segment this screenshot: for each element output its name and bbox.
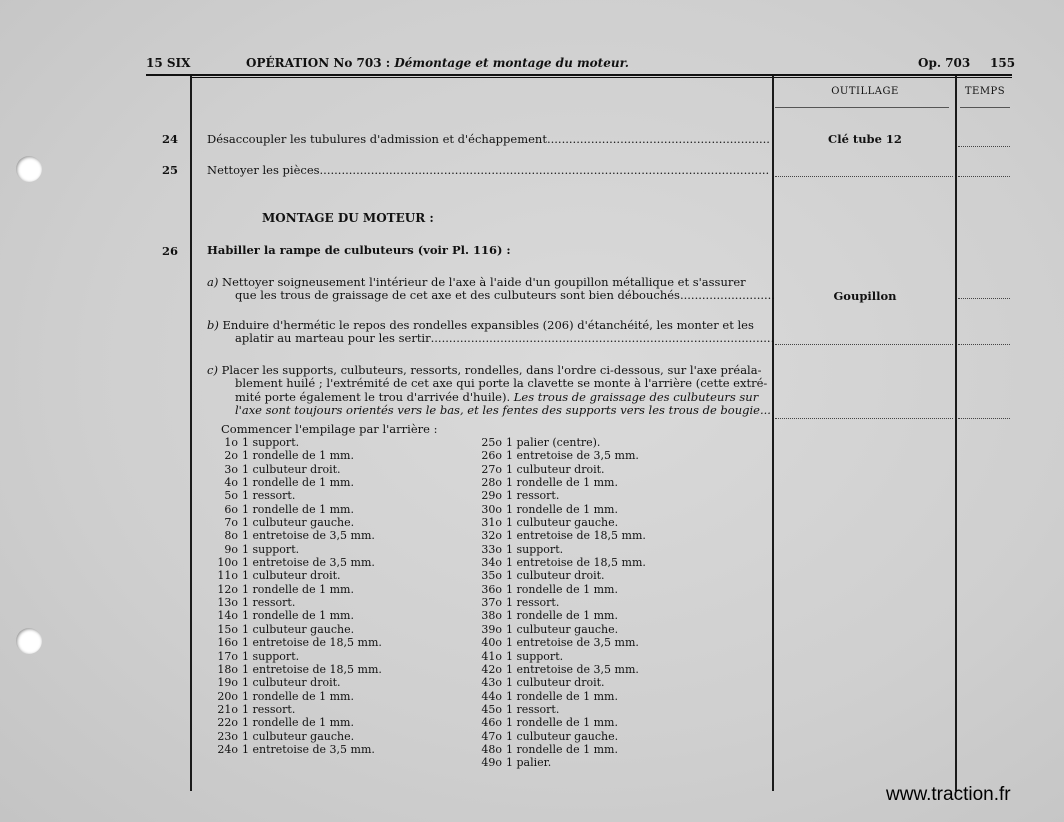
stack-item-number: 16o: [217, 636, 238, 650]
step-number-26: 26: [161, 244, 178, 258]
stack-item: [200, 463, 382, 476]
stack-item-number: 23o: [217, 729, 238, 743]
stack-item-text: 1 culbuteur gauche.: [506, 516, 619, 530]
substep-c-line3a: mité porte également le trou d'arrivée d'huile).: [235, 389, 511, 404]
stack-item-number: 17o: [217, 649, 238, 663]
stack-item-number: 27o: [481, 462, 502, 476]
stack-item-number: 15o: [217, 622, 238, 636]
stack-item-number: 29o: [481, 489, 502, 503]
stack-item-number: 25o: [481, 436, 502, 449]
stack-item: [200, 543, 382, 556]
leader-dots: [547, 133, 769, 146]
tooling-column-line: [772, 76, 774, 791]
step-24-label: Désaccoupler les tubulures d'admission et d'échappement: [207, 132, 547, 146]
step-25-text: [207, 164, 769, 177]
stack-item: [200, 503, 382, 516]
stack-item-number: 37o: [481, 596, 502, 610]
stack-item: [200, 623, 382, 636]
stack-item-number: 11o: [217, 569, 238, 583]
substep-c-letter: c): [207, 363, 218, 377]
stack-item-number: 34o: [481, 556, 502, 570]
stack-item: [200, 743, 382, 756]
stack-item-text: 1 ressort.: [242, 489, 296, 503]
stack-item: [464, 636, 646, 649]
stack-item: [464, 609, 646, 622]
stack-item-number: 31o: [481, 516, 502, 530]
stack-item-text: 1 entretoise de 18,5 mm.: [506, 556, 646, 570]
stack-item-number: 19o: [217, 676, 238, 690]
stack-item: [200, 476, 382, 489]
time-column-line: [955, 76, 957, 791]
stack-item-number: 38o: [481, 609, 502, 623]
stack-item-number: 35o: [481, 569, 502, 583]
stack-item-number: 39o: [481, 622, 502, 636]
time-mark: [958, 418, 1010, 419]
stack-item-text: 1 rondelle de 1 mm.: [506, 609, 618, 623]
column-header-time: TEMPS: [964, 86, 1006, 97]
substep-a-letter: a): [207, 275, 219, 289]
substep-b-letter: b): [207, 318, 219, 332]
stack-item: [200, 716, 382, 729]
stack-item: [200, 703, 382, 716]
substep-a-line1: Nettoyer soigneusement l'intérieur de l'axe à l'aide d'un goupillon métallique et s'assurer: [222, 275, 746, 289]
stack-item-text: 1 entretoise de 3,5 mm.: [242, 556, 375, 570]
stack-item: [464, 730, 646, 743]
stack-item-text: 1 ressort.: [506, 596, 560, 610]
stack-item-number: 14o: [217, 609, 238, 623]
stack-item: [200, 596, 382, 609]
stack-item-number: 18o: [217, 662, 238, 676]
stack-item-text: 1 palier (centre).: [506, 436, 601, 449]
substep-a: [207, 276, 775, 303]
stack-item-number: 22o: [217, 716, 238, 730]
stack-item-number: 13o: [217, 596, 238, 610]
header-title: Démontage et montage du moteur.: [394, 56, 629, 70]
stack-item-text: 1 culbuteur droit.: [242, 462, 341, 476]
binder-hole: [16, 628, 42, 654]
stack-item: [200, 489, 382, 502]
stack-item: [200, 436, 382, 449]
stack-item-number: 3o: [224, 462, 238, 476]
stack-item: [464, 583, 646, 596]
stack-item: [200, 556, 382, 569]
tooling-header-rule: [775, 107, 949, 108]
stack-item-text: 1 support.: [242, 542, 300, 556]
stack-item-text: 1 rondelle de 1 mm.: [506, 582, 618, 596]
stack-item-text: 1 support.: [242, 436, 300, 449]
stack-item-number: 46o: [481, 716, 502, 730]
stack-item-text: 1 culbuteur gauche.: [506, 622, 619, 636]
stack-item: [200, 690, 382, 703]
stack-item: [464, 596, 646, 609]
stack-item-text: 1 support.: [506, 542, 564, 556]
header-rule: [146, 74, 1012, 76]
stack-item-text: 1 rondelle de 1 mm.: [242, 502, 354, 516]
stack-item-text: 1 rondelle de 1 mm.: [506, 502, 618, 516]
stack-item: [464, 463, 646, 476]
stack-item: [464, 676, 646, 689]
stack-item: [200, 676, 382, 689]
stack-list-left: [200, 436, 382, 756]
stack-item: [200, 529, 382, 542]
stack-item-text: 1 rondelle de 1 mm.: [506, 716, 618, 730]
header-operation-number: OPÉRATION No 703 :: [246, 56, 391, 70]
stack-item-text: 1 ressort.: [506, 489, 560, 503]
stack-item-number: 49o: [481, 756, 502, 770]
stack-item-number: 43o: [481, 676, 502, 690]
stack-item-text: 1 rondelle de 1 mm.: [506, 689, 618, 703]
stack-item-text: 1 culbuteur droit.: [242, 569, 341, 583]
stack-item: [464, 529, 646, 542]
stack-item: [464, 690, 646, 703]
leader-dots: [680, 289, 775, 302]
stack-item-text: 1 rondelle de 1 mm.: [506, 742, 618, 756]
stack-item-text: 1 entretoise de 3,5 mm.: [506, 662, 639, 676]
stack-item-number: 5o: [224, 489, 238, 503]
stack-item-number: 7o: [224, 516, 238, 530]
substep-a-line2: que les trous de graissage de cet axe et des culbuteurs sont bien débouchés: [235, 288, 680, 303]
stack-item-text: 1 rondelle de 1 mm.: [242, 449, 354, 463]
stack-item-number: 45o: [481, 702, 502, 716]
stack-item-text: 1 culbuteur gauche.: [506, 729, 619, 743]
header-page-number: 155: [990, 56, 1016, 70]
tool-step-24: Clé tube 12: [828, 132, 902, 146]
stack-item-text: 1 culbuteur droit.: [506, 569, 605, 583]
stack-item-number: 12o: [217, 582, 238, 596]
stack-item-number: 21o: [217, 702, 238, 716]
stack-item: [464, 703, 646, 716]
step-number-25: 25: [161, 163, 178, 177]
section-title: MONTAGE DU MOTEUR :: [262, 211, 434, 225]
stack-item: [200, 449, 382, 462]
stack-item-text: 1 ressort.: [242, 596, 296, 610]
time-mark: [958, 298, 1010, 299]
tool-mark: [775, 344, 953, 345]
stack-item-number: 28o: [481, 476, 502, 490]
stack-item-text: 1 culbuteur gauche.: [242, 622, 355, 636]
stack-item-text: 1 culbuteur gauche.: [242, 516, 355, 530]
header-rule-thin: [190, 77, 1012, 78]
stack-list-right: [464, 436, 646, 770]
stack-item: [464, 663, 646, 676]
stack-item: [200, 730, 382, 743]
stack-item-text: 1 rondelle de 1 mm.: [242, 609, 354, 623]
stack-item-text: 1 culbuteur droit.: [506, 462, 605, 476]
stack-item-text: 1 rondelle de 1 mm.: [242, 716, 354, 730]
step-24-text: [207, 133, 769, 146]
stack-item: [464, 516, 646, 529]
substep-c: [207, 364, 771, 417]
stack-item-text: 1 entretoise de 3,5 mm.: [242, 742, 375, 756]
stack-item-text: 1 rondelle de 1 mm.: [242, 689, 354, 703]
header-operation: [246, 56, 629, 70]
tool-substep-a: Goupillon: [833, 289, 897, 303]
stack-item-number: 1o: [224, 436, 238, 449]
stack-item: [200, 583, 382, 596]
substep-b-line2: aplatir au marteau pour les sertir: [235, 331, 431, 346]
header-model: 15 SIX: [146, 56, 191, 70]
substep-c-line3b: Les trous de graissage des culbuteurs sur: [513, 389, 759, 404]
stack-item: [464, 436, 646, 449]
time-mark: [958, 344, 1010, 345]
step-25-label: Nettoyer les pièces: [207, 163, 320, 177]
stack-item-text: 1 ressort.: [506, 702, 560, 716]
substep-b: [207, 319, 775, 346]
stack-item: [464, 716, 646, 729]
stack-item: [200, 650, 382, 663]
step-26-text: Habiller la rampe de culbuteurs (voir Pl. 116) :: [207, 243, 511, 257]
tool-mark: [775, 418, 953, 419]
stack-item-text: 1 support.: [242, 649, 300, 663]
stack-item-number: 48o: [481, 742, 502, 756]
stack-item-text: 1 rondelle de 1 mm.: [242, 476, 354, 490]
stack-item: [200, 636, 382, 649]
stack-item-number: 47o: [481, 729, 502, 743]
stack-item-number: 2o: [224, 449, 238, 463]
stack-item: [200, 609, 382, 622]
stack-item: [464, 556, 646, 569]
stack-item-number: 24o: [217, 742, 238, 756]
substep-c-line4: l'axe sont toujours orientés vers le bas, et les fentes des supports vers les trous de bougie...: [235, 402, 771, 417]
stack-item: [464, 449, 646, 462]
stack-item: [464, 623, 646, 636]
stack-item: [464, 650, 646, 663]
stack-item-text: 1 entretoise de 18,5 mm.: [506, 529, 646, 543]
stack-item: [464, 743, 646, 756]
stack-item: [464, 569, 646, 582]
stack-item-text: 1 ressort.: [242, 702, 296, 716]
stack-item: [464, 489, 646, 502]
stack-item-text: 1 entretoise de 18,5 mm.: [242, 636, 382, 650]
stack-item: [464, 756, 646, 769]
stack-item-number: 30o: [481, 502, 502, 516]
stack-item-number: 6o: [224, 502, 238, 516]
stack-item-text: 1 entretoise de 3,5 mm.: [242, 529, 375, 543]
stack-item-text: 1 entretoise de 18,5 mm.: [242, 662, 382, 676]
stack-item-number: 40o: [481, 636, 502, 650]
stack-item-number: 4o: [224, 476, 238, 490]
column-header-tooling: OUTILLAGE: [831, 86, 899, 97]
stack-item-text: 1 support.: [506, 649, 564, 663]
step-number-24: 24: [161, 132, 178, 146]
stack-item-number: 44o: [481, 689, 502, 703]
stack-item: [464, 543, 646, 556]
stack-item-number: 20o: [217, 689, 238, 703]
tool-mark: [775, 176, 953, 177]
leader-dots: [431, 332, 775, 345]
stack-item: [200, 663, 382, 676]
stack-item-text: 1 rondelle de 1 mm.: [242, 582, 354, 596]
stack-item: [200, 516, 382, 529]
substep-b-line1: Enduire d'hermétic le repos des rondelles expansibles (206) d'étanchéité, les monter et les: [222, 318, 754, 332]
stack-item-text: 1 palier.: [506, 756, 552, 770]
stack-item-number: 9o: [224, 542, 238, 556]
stack-item-text: 1 entretoise de 3,5 mm.: [506, 449, 639, 463]
stack-item-number: 32o: [481, 529, 502, 543]
substep-c-line2: blement huilé ; l'extrémité de cet axe qui porte la clavette se monte à l'arrière (cette extré-: [235, 376, 768, 391]
stack-item: [200, 569, 382, 582]
substep-c-line1: Placer les supports, culbuteurs, ressorts, rondelles, dans l'ordre ci-dessous, sur l'axe préala-: [221, 363, 762, 377]
stack-item-text: 1 culbuteur droit.: [242, 676, 341, 690]
time-header-rule: [960, 107, 1010, 108]
left-column-line: [190, 76, 192, 791]
stack-intro: Commencer l'empilage par l'arrière :: [221, 422, 438, 436]
stack-item-number: 10o: [217, 556, 238, 570]
stack-item-number: 26o: [481, 449, 502, 463]
stack-item: [464, 476, 646, 489]
stack-item-text: 1 entretoise de 3,5 mm.: [506, 636, 639, 650]
binder-hole: [16, 156, 42, 182]
leader-dots: [320, 164, 769, 177]
stack-item-text: 1 culbuteur droit.: [506, 676, 605, 690]
stack-item-text: 1 rondelle de 1 mm.: [506, 476, 618, 490]
stack-item: [464, 503, 646, 516]
watermark: www.traction.fr: [886, 784, 1011, 805]
stack-item-number: 42o: [481, 662, 502, 676]
stack-item-number: 36o: [481, 582, 502, 596]
stack-item-number: 41o: [481, 649, 502, 663]
time-mark: [958, 146, 1010, 147]
stack-item-number: 33o: [481, 542, 502, 556]
header-op-ref: Op. 703: [918, 56, 971, 70]
stack-item-number: 8o: [224, 529, 238, 543]
time-mark: [958, 176, 1010, 177]
stack-item-text: 1 culbuteur gauche.: [242, 729, 355, 743]
